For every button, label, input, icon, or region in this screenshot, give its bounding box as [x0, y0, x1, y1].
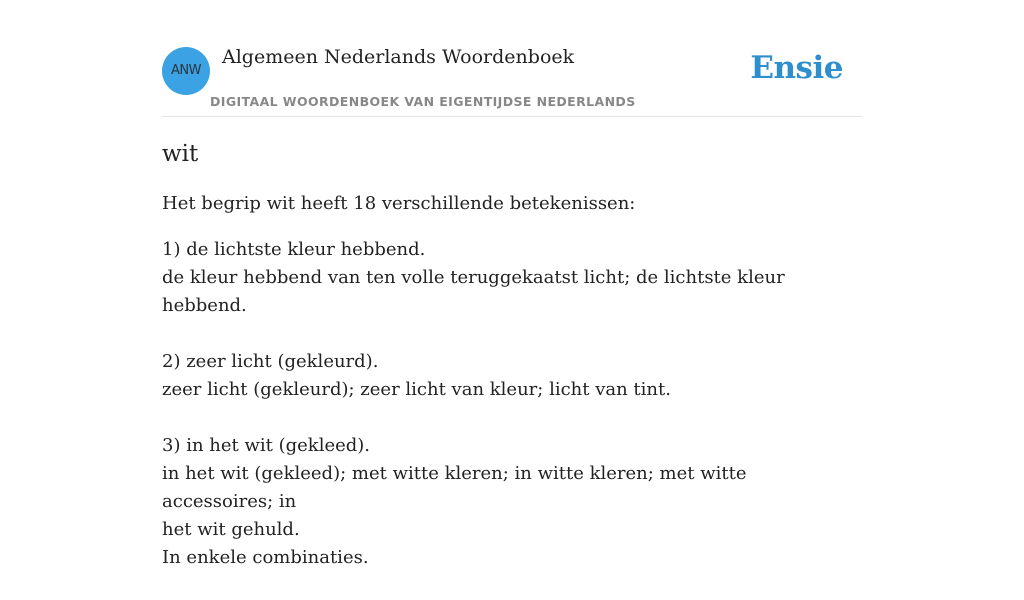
meaning-heading: 2) zeer licht (gekleurd). [162, 351, 379, 372]
anw-logo[interactable]: ANW [162, 47, 210, 95]
meaning-item [162, 236, 862, 320]
meaning-definition: in het wit (gekleed); met witte kleren; in witte kleren; met witte accessoires; in [162, 463, 747, 512]
meaning-heading: 3) in het wit (gekleed). [162, 435, 371, 456]
ensie-brand-logo[interactable]: Ensie [750, 50, 843, 86]
meaning-definition: zeer licht (gekleurd); zeer licht van kleur; licht van tint. [162, 379, 671, 400]
meaning-item [162, 348, 862, 404]
site-header [162, 0, 862, 117]
meaning-note: In enkele combinaties. [162, 547, 369, 568]
meaning-definition-continued: het wit gehuld. [162, 519, 300, 540]
site-subtitle: DIGITAAL WOORDENBOEK VAN EIGENTIJDSE NEDERLANDS [210, 94, 636, 109]
entry-content [162, 138, 862, 600]
meaning-heading: 1) de lichtste kleur hebbend. [162, 239, 426, 260]
site-title[interactable]: Algemeen Nederlands Woordenboek [222, 46, 575, 68]
entry-intro: Het begrip wit heeft 18 verschillende betekenissen: [162, 193, 636, 214]
meaning-definition: de kleur hebbend van ten volle teruggekaatst licht; de lichtste kleur hebbend. [162, 267, 785, 316]
entry-word: wit [162, 141, 199, 167]
meaning-item [162, 432, 862, 572]
